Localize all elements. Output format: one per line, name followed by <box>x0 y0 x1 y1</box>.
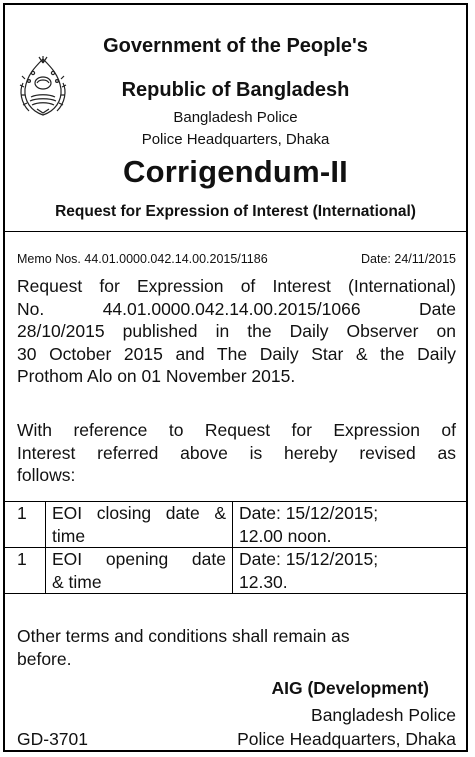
office-address: Police Headquarters, Dhaka <box>141 131 330 148</box>
cell-line: time <box>52 525 86 546</box>
paragraph-line: 30 October 2015 and The Daily Star & the Daily <box>17 343 456 364</box>
cell-line: 12.00 noon. <box>239 525 332 546</box>
revision-table <box>5 501 466 594</box>
paragraph-line: No. 44.01.0000.042.14.00.2015/1066 Date <box>17 298 456 319</box>
cell-line: Date: 15/12/2015; <box>239 549 379 569</box>
paragraph-line: 28/10/2015 published in the Daily Observer on <box>17 321 456 341</box>
reference-paragraph <box>17 275 456 388</box>
government-title-line1: Government of the People's <box>103 35 368 57</box>
paragraph-line: Prothom Alo on 01 November 2015. <box>17 366 296 386</box>
header-divider <box>5 231 466 232</box>
signatory-designation: AIG (Development) <box>271 678 429 698</box>
cell-line: 12.30. <box>239 571 288 592</box>
organization-name: Bangladesh Police <box>173 109 298 126</box>
cell-line: EOI opening date <box>52 549 226 569</box>
row-number: 1 <box>5 502 46 548</box>
memo-date: Date: 24/11/2015 <box>361 252 456 266</box>
paragraph-line: Other terms and conditions shall remain as <box>17 626 350 646</box>
revision-item <box>46 502 233 548</box>
closing-paragraph <box>17 625 350 670</box>
row-number: 1 <box>5 548 46 594</box>
memo-number: Memo Nos. 44.01.0000.042.14.00.2015/1186 <box>17 252 268 266</box>
table-row <box>5 502 466 548</box>
paragraph-line: Request for Expression of Interest (International) <box>17 276 456 296</box>
signatory-organization: Bangladesh Police <box>311 705 456 725</box>
signatory-office: Police Headquarters, Dhaka <box>237 729 456 749</box>
revision-intro-paragraph <box>17 419 456 487</box>
paragraph-line: before. <box>17 648 72 669</box>
table-row <box>5 548 466 594</box>
cell-line: Date: 15/12/2015; <box>239 503 379 523</box>
cell-line: EOI closing date & <box>52 503 226 523</box>
government-title-line2: Republic of Bangladesh <box>121 79 350 101</box>
paragraph-line: follows: <box>17 465 76 485</box>
paragraph-line: Interest referred above is hereby revised as <box>17 442 456 463</box>
notice-subheading: Request for Expression of Interest (International) <box>55 203 416 220</box>
revision-value <box>233 548 467 594</box>
advertisement-code: GD-3701 <box>17 729 89 749</box>
revision-item <box>46 548 233 594</box>
paragraph-line: With reference to Request for Expression of <box>17 420 456 440</box>
notice-heading: Corrigendum-II <box>123 154 348 189</box>
cell-line: & time <box>52 571 102 592</box>
notice-page <box>3 3 468 752</box>
revision-value <box>233 502 467 548</box>
